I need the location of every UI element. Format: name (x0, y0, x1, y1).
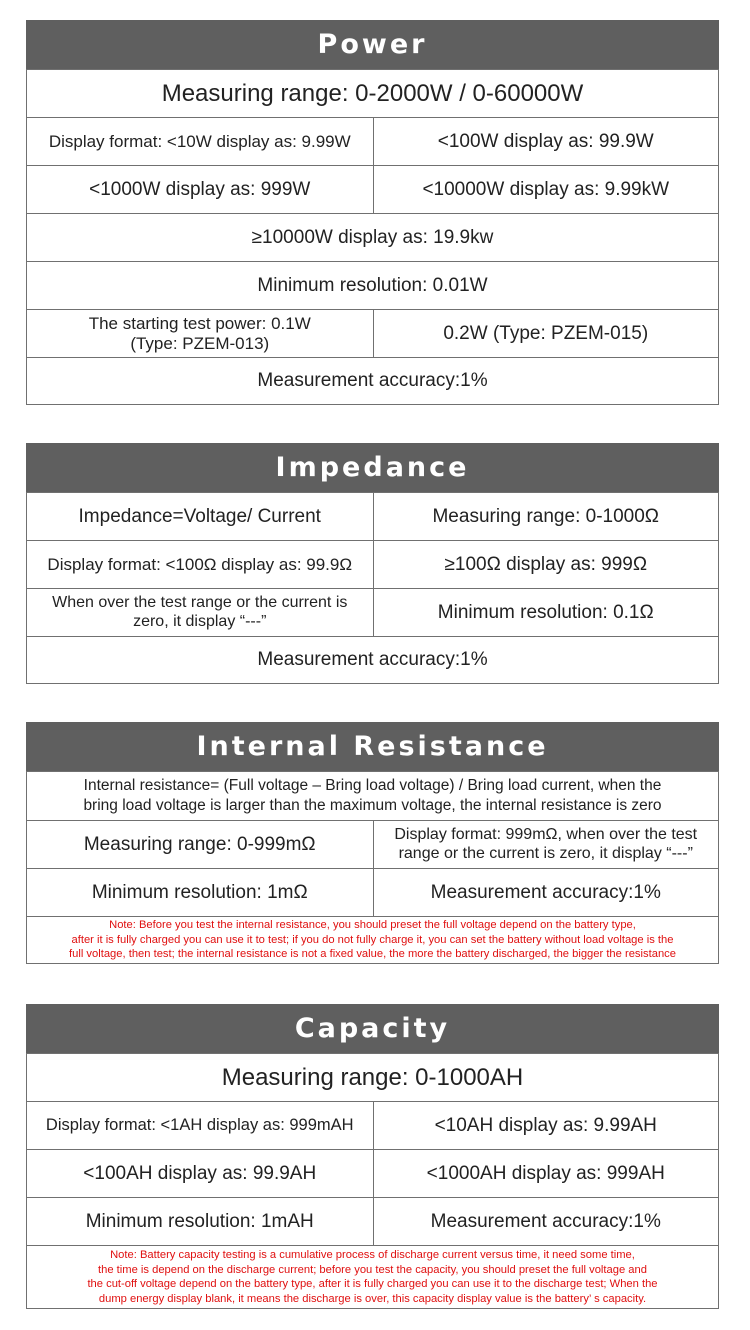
resistance-desc-line1: Internal resistance= (Full voltage – Bring load voltage) / Bring load current, when the (83, 777, 662, 794)
capacity-note-line4: dump energy display blank, it means the discharge is over, this capacity display value is the battery’ s capacity. (98, 1292, 647, 1305)
capacity-header (26, 1004, 719, 1053)
power-start-013-line2: (Type: PZEM-013) (130, 333, 270, 353)
resistance-resolution: Minimum resolution: 1mΩ (91, 881, 308, 903)
impedance-section (26, 443, 719, 684)
impedance-format-over-100: ≥100Ω display as: 999Ω (373, 541, 719, 588)
resistance-range: Measuring range: 0-999mΩ (83, 833, 316, 855)
impedance-table (26, 492, 719, 684)
capacity-note-line2: the time is depend on the discharge current; before you test the capacity, you should preset the full voltage and (98, 1263, 647, 1276)
power-resolution: Minimum resolution: 0.01W (257, 274, 488, 296)
capacity-resolution: Minimum resolution: 1mAH (85, 1210, 314, 1232)
impedance-title: Impedance (275, 452, 470, 483)
power-format-10w: Display format: <10W display as: 9.99W (48, 131, 351, 151)
resistance-desc-line2: bring load voltage is larger than the maximum voltage, the internal resistance is zero (83, 797, 662, 814)
resistance-format (373, 821, 719, 868)
resistance-note-line3: full voltage, then test; the internal resistance is not a fixed value, the more the battery discharged, the bigger the resistance (69, 948, 676, 961)
capacity-format-1000ah: <1000AH display as: 999AH (373, 1150, 719, 1197)
capacity-title: Capacity (294, 1013, 451, 1044)
power-range: Measuring range: 0-2000W / 0-60000W (161, 79, 584, 107)
resistance-format-line2: range or the current is zero, it display “---” (398, 844, 693, 862)
power-accuracy: Measurement accuracy:1% (257, 370, 488, 392)
capacity-table (26, 1053, 719, 1309)
power-format-10000w: <10000W display as: 9.99kW (373, 166, 719, 213)
impedance-accuracy: Measurement accuracy:1% (257, 649, 488, 671)
power-format-100w: <100W display as: 99.9W (373, 118, 719, 165)
resistance-accuracy: Measurement accuracy:1% (373, 869, 719, 916)
capacity-section (26, 1004, 719, 1309)
capacity-accuracy: Measurement accuracy:1% (373, 1198, 719, 1245)
resistance-note-line1: Note: Before you test the internal resistance, you should preset the full voltage depend on the battery type, (109, 919, 636, 932)
resistance-title: Internal Resistance (196, 731, 549, 762)
power-start-013 (27, 310, 373, 357)
capacity-note-line3: the cut-off voltage depend on the battery type, after it is fully charged you can use it to the discharge test; When the (87, 1278, 658, 1290)
impedance-formula: Impedance=Voltage/ Current (78, 505, 321, 527)
power-title: Power (317, 29, 428, 60)
capacity-format-100ah: <100AH display as: 99.9AH (83, 1162, 317, 1184)
resistance-format-line1: Display format: 999mΩ, when over the test (394, 826, 698, 844)
impedance-header (26, 443, 719, 492)
capacity-note-line1: Note: Battery capacity testing is a cumulative process of discharge current versus time, it need some time, (110, 1249, 635, 1261)
resistance-header (26, 722, 719, 771)
impedance-over-line2: zero, it display “---” (133, 612, 267, 630)
power-format-1000w: <1000W display as: 999W (89, 178, 311, 200)
impedance-over-line1: When over the test range or the current is (52, 594, 348, 612)
impedance-resolution: Minimum resolution: 0.1Ω (373, 589, 719, 636)
capacity-note (27, 1246, 718, 1308)
power-table (26, 69, 719, 405)
capacity-range: Measuring range: 0-1000AH (221, 1063, 524, 1091)
resistance-table (26, 771, 719, 964)
power-start-013-line1: The starting test power: 0.1W (88, 313, 311, 333)
impedance-format-100: Display format: <100Ω display as: 99.9Ω (47, 554, 353, 574)
power-section (26, 20, 719, 405)
impedance-over-range (27, 589, 373, 636)
resistance-note (27, 917, 718, 963)
resistance-note-line2: after it is fully charged you can use it to test; if you do not fully charge it, you can set the battery without load voltage is the (71, 933, 674, 946)
impedance-range: Measuring range: 0-1000Ω (373, 493, 719, 540)
power-header (26, 20, 719, 69)
resistance-description (27, 772, 718, 820)
power-format-over-10000w: ≥10000W display as: 19.9kw (251, 226, 494, 248)
capacity-format-10ah: <10AH display as: 9.99AH (373, 1102, 719, 1149)
power-start-015: 0.2W (Type: PZEM-015) (373, 310, 719, 357)
resistance-section (26, 722, 719, 964)
capacity-format-1ah: Display format: <1AH display as: 999mAH (45, 1116, 354, 1135)
